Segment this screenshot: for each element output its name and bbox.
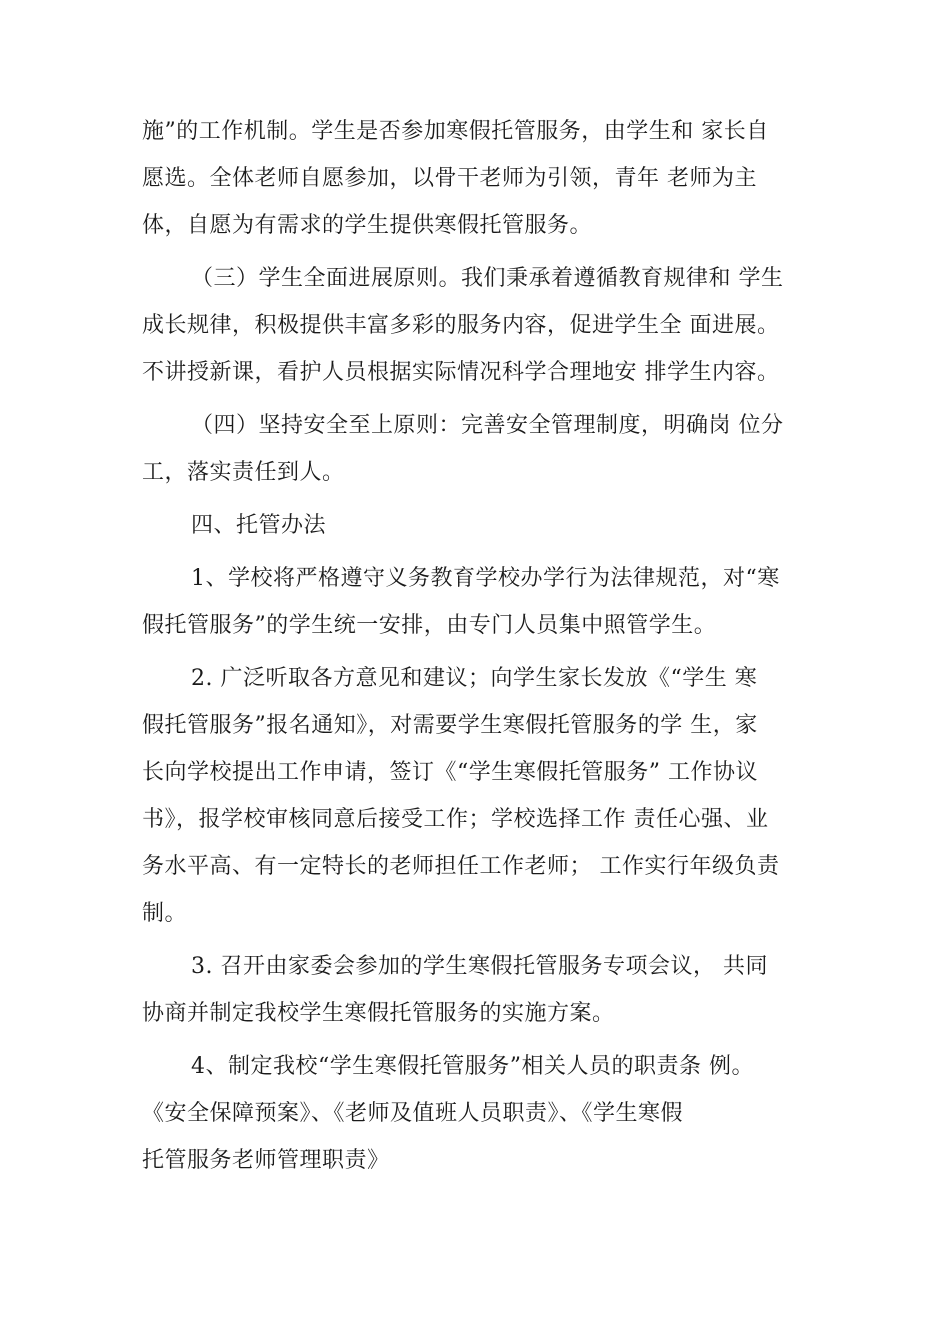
document-page [142,108,820,1184]
paragraph-safety-principle [142,402,820,496]
text-line: 务水平高、有一定特长的老师担任工作老师； 工作实行年级负责 [142,854,780,879]
text-line: 制。 [142,901,188,926]
text-line: 协商并制定我校学生寒假托管服务的实施方案。 [142,1001,615,1026]
paragraph-method-3 [142,943,820,1037]
text-line: 假托管服务”报名通知》，对需要学生寒假托管服务的学 生，家 [142,713,758,738]
paragraph-development-principle [142,255,820,396]
text-line: （三）学生全面进展原则。我们秉承着遵循教育规律和 学生 [191,266,784,291]
text-line: （四）坚持安全至上原则：完善安全管理制度，明确岗 位分 [191,413,784,438]
paragraph-method-4 [142,1043,820,1184]
text-line: 四、托管办法 [191,513,327,538]
text-line: 长向学校提出工作申请，签订《“学生寒假托管服务” 工作协议 [142,760,758,785]
section-heading-custody-methods [142,502,820,549]
text-line: 假托管服务”的学生统一安排，由专门人员集中照管学生。 [142,613,717,638]
text-line: 成长规律，积极提供丰富多彩的服务内容，促进学生全 面进展。 [142,313,780,338]
text-line: 愿选。全体老师自愿参加，以骨干老师为引领，青年 老师为主 [142,166,757,191]
text-line: 4、制定我校“学生寒假托管服务”相关人员的职责条 例。 [191,1054,754,1079]
text-line: 托管服务老师管理职责》 [142,1148,390,1173]
text-line: 1、学校将严格遵守义务教育学校办学行为法律规范，对“寒 [191,566,780,591]
text-line: 施”的工作机制。学生是否参加寒假托管服务，由学生和 家长自 [142,119,769,144]
paragraph-method-1 [142,555,820,649]
text-line: 体，自愿为有需求的学生提供寒假托管服务。 [142,213,593,238]
text-line: 2. 广泛听取各方意见和建议；向学生家长发放《“学生 寒 [191,666,758,691]
paragraph-work-mechanism [142,108,820,249]
text-line: 不讲授新课，看护人员根据实际情况科学合理地安 排学生内容。 [142,360,780,385]
text-line: 工，落实责任到人。 [142,460,345,485]
text-line: 3. 召开由家委会参加的学生寒假托管服务专项会议， 共同 [191,954,768,979]
paragraph-method-2 [142,655,820,937]
text-line: 书》，报学校审核同意后接受工作；学校选择工作 责任心强、业 [142,807,769,832]
text-line: 《安全保障预案》、《老师及值班人员职责》、《学生寒假 [142,1101,684,1126]
